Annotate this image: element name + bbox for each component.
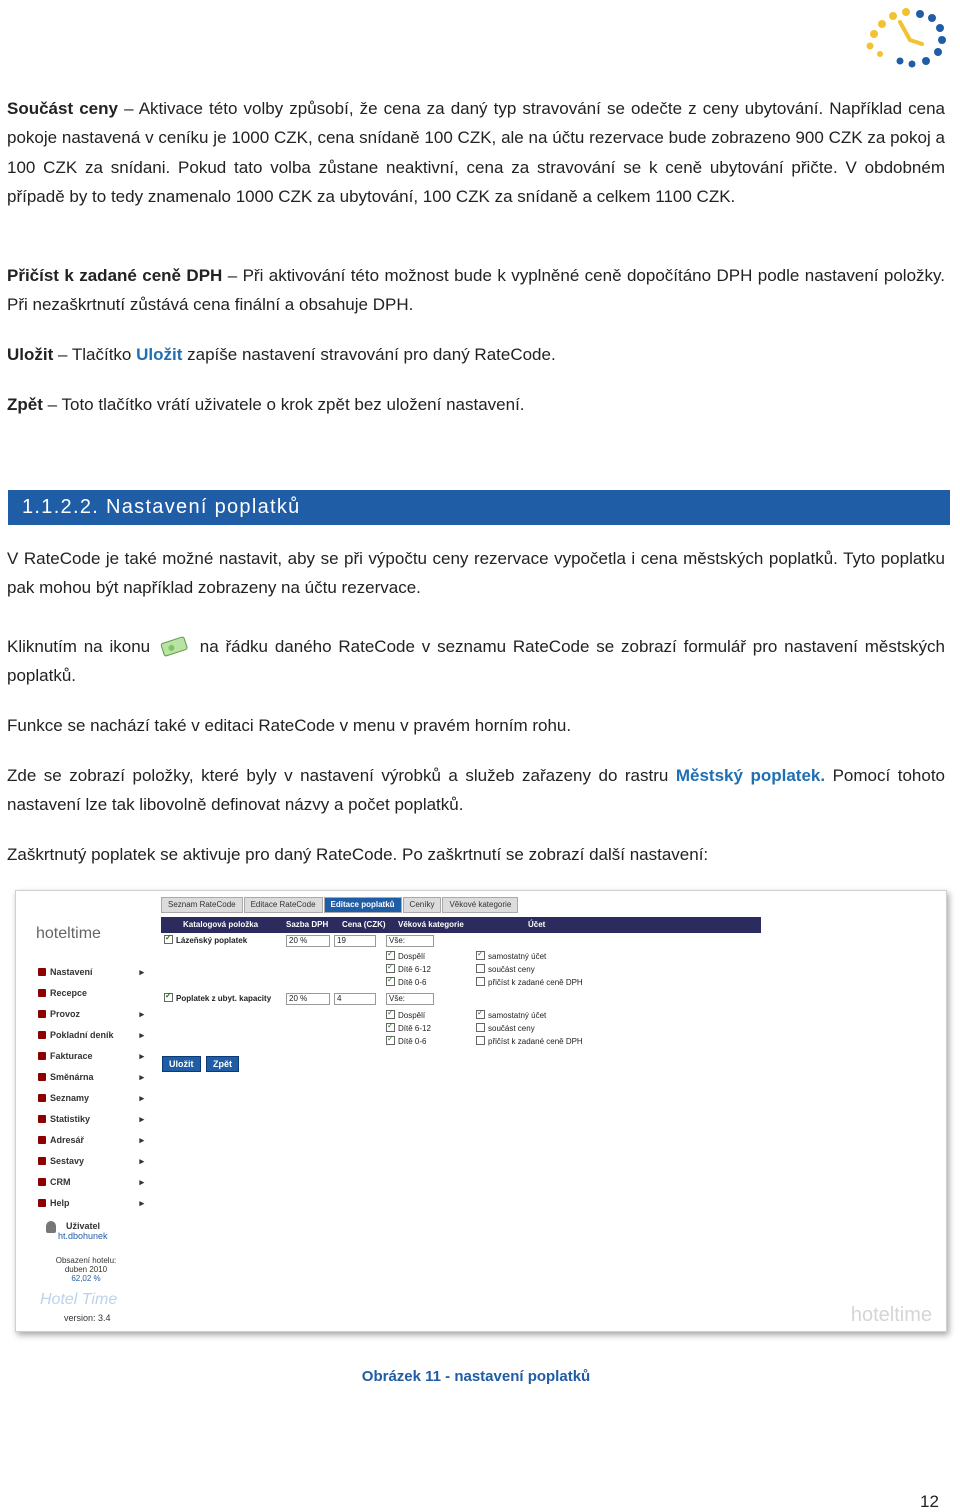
chevron-right-icon: ▸ [139, 1030, 144, 1040]
tab-vekove-kategorie[interactable]: Věkové kategorie [442, 897, 518, 913]
chevron-right-icon: ▸ [139, 967, 144, 977]
menu-label: Směnárna [50, 1072, 94, 1082]
chevron-right-icon: ▸ [139, 1135, 144, 1145]
paragraph-ulozit [7, 340, 945, 369]
age-checkbox[interactable] [386, 951, 395, 960]
text-pricist-dph: – Při aktivování této možnost bude k vyplněné ceně dopočítáno DPH podle nastavení položky. Při nezaškrtnutí zůstává cena finální a obsahuje DPH. [7, 266, 945, 315]
menu-item-nastaveni[interactable] [38, 965, 144, 979]
col-sazba-dph: Sazba DPH [286, 920, 329, 929]
text-kliknutim-1: Kliknutím na ikonu [7, 637, 157, 656]
text-ulozit-2: zapíše nastavení stravování pro daný RateCode. [182, 345, 556, 364]
chevron-right-icon: ▸ [139, 1156, 144, 1166]
tab-ceniky[interactable]: Ceníky [403, 897, 442, 913]
menu-item-adresar[interactable] [38, 1133, 144, 1147]
link-ulozit: Uložit [136, 345, 183, 364]
text-ulozit-1: – Tlačítko [53, 345, 137, 364]
fee-row-ubyt-kapacity[interactable] [164, 993, 271, 1005]
paragraph-zpet [7, 390, 945, 419]
chevron-right-icon: ▸ [139, 1072, 144, 1082]
text-zde-1: Zde se zobrazí položky, které byly v nastavení výrobků a služeb zařazeny do rastru [7, 766, 676, 785]
menu-icon [38, 1136, 46, 1144]
age-label: Dítě 6-12 [398, 1024, 431, 1033]
option-soucast-ceny[interactable] [476, 1023, 535, 1035]
occupancy-value: 62,02 % [71, 1274, 101, 1283]
menu-item-recepce[interactable] [38, 986, 144, 1000]
age-checkbox[interactable] [386, 977, 395, 986]
option-pricist-dph[interactable] [476, 977, 583, 989]
fee-checkbox[interactable] [164, 935, 173, 944]
user-name[interactable]: ht.dbohunek [58, 1231, 108, 1241]
sidebar [16, 891, 156, 1331]
chevron-right-icon: ▸ [139, 1198, 144, 1208]
col-ucet: Účet [528, 920, 546, 929]
menu-icon [38, 1178, 46, 1186]
menu-item-seznamy[interactable] [38, 1091, 144, 1105]
menu-label: Recepce [50, 988, 88, 998]
age-label: Dítě 6-12 [398, 965, 431, 974]
page-number: 12 [920, 1492, 939, 1511]
term-pricist-dph: Přičíst k zadané ceně DPH [7, 266, 223, 285]
menu-item-provoz[interactable] [38, 1007, 144, 1021]
user-icon [46, 1221, 56, 1233]
option-label: součást ceny [488, 965, 535, 974]
version-label: version: 3.4 [64, 1313, 111, 1323]
chevron-right-icon: ▸ [139, 1093, 144, 1103]
col-katalogova-polozka: Katalogová položka [183, 920, 259, 929]
age-label: Dítě 0-6 [398, 978, 427, 987]
tab-editace-ratecode[interactable]: Editace RateCode [244, 897, 323, 913]
menu-label: Provoz [50, 1009, 81, 1019]
age-child-0-6-row[interactable] [386, 977, 426, 989]
figure-caption: Obrázek 11 - nastavení poplatků [361, 1368, 591, 1385]
age-select[interactable]: Vše: [386, 993, 434, 1005]
option-samostatny-ucet[interactable] [476, 1010, 546, 1022]
age-label: Dospělí [398, 1011, 426, 1020]
menu-item-fakturace[interactable] [38, 1049, 144, 1063]
price-input[interactable]: 4 [334, 993, 376, 1005]
chevron-right-icon: ▸ [139, 1114, 144, 1124]
option-checkbox[interactable] [476, 951, 485, 960]
tab-editace-poplatku[interactable]: Editace poplatků [324, 897, 402, 913]
col-vekova-kategorie: Věková kategorie [398, 920, 464, 929]
menu-item-smenarna[interactable] [38, 1070, 144, 1084]
menu-label: Pokladní deník [50, 1030, 114, 1040]
menu-label: Fakturace [50, 1051, 93, 1061]
menu-label: Sestavy [50, 1156, 85, 1166]
age-checkbox[interactable] [386, 964, 395, 973]
option-samostatny-ucet[interactable] [476, 951, 546, 963]
hoteltime-logo: Hotel Time [40, 1291, 118, 1308]
paragraph-zaskrtnuty: Zaškrtnutý poplatek se aktivuje pro daný RateCode. Po zaškrtnutí se zobrazí další nastavení: [7, 845, 709, 864]
menu-icon [38, 1199, 46, 1207]
menu-icon [38, 1157, 46, 1165]
menu-item-pokladni-denik[interactable] [38, 1028, 144, 1042]
option-checkbox[interactable] [476, 1023, 485, 1032]
option-checkbox[interactable] [476, 964, 485, 973]
term-zpet: Zpět [7, 395, 43, 414]
menu-icon [38, 968, 46, 976]
paragraph-zde [7, 761, 945, 820]
menu-label: CRM [50, 1177, 71, 1187]
tab-bar [161, 897, 519, 911]
chevron-right-icon: ▸ [139, 1009, 144, 1019]
menu-icon [38, 1115, 46, 1123]
text-kliknutim-2: na řádku daného RateCode v seznamu RateCode se zobrazí formulář pro nastavení městských poplatků. [7, 637, 945, 686]
menu-icon [38, 1010, 46, 1018]
menu-item-statistiky[interactable] [38, 1112, 144, 1126]
brand-logo: hoteltime [36, 925, 101, 942]
menu-icon [38, 1094, 46, 1102]
watermark: hoteltime [850, 1304, 932, 1326]
age-select[interactable]: Vše: [386, 935, 434, 947]
option-soucast-ceny[interactable] [476, 964, 535, 976]
chevron-right-icon: ▸ [139, 1177, 144, 1187]
fee-name: Poplatek z ubyt. kapacity [176, 994, 272, 1003]
col-cena: Cena (CZK) [342, 920, 386, 929]
paragraph-ratecode-intro: V RateCode je také možné nastavit, aby se při výpočtu ceny rezervace vypočetla i cena městských poplatků. Tyto poplatku pak mohou být například zobrazeny na účtu rezervace. [7, 549, 945, 598]
age-checkbox[interactable] [386, 1036, 395, 1045]
save-button[interactable]: Uložit [162, 1056, 201, 1072]
menu-item-help[interactable] [38, 1196, 144, 1210]
text-zde-2: Pomocí tohoto nastavení lze tak libovolně definovat názvy a počet poplatků. [7, 766, 945, 815]
menu-icon [38, 1031, 46, 1039]
paragraph-pricist-dph [7, 261, 945, 320]
app-screenshot [15, 890, 947, 1332]
menu-item-crm[interactable] [38, 1175, 144, 1189]
hoteltime-clock-logo [860, 6, 950, 68]
chevron-right-icon: ▸ [139, 1051, 144, 1061]
fee-row-lazensky[interactable] [164, 935, 247, 947]
option-checkbox[interactable] [476, 977, 485, 986]
menu-item-sestavy[interactable] [38, 1154, 144, 1168]
menu-icon [38, 1052, 46, 1060]
age-label: Dítě 0-6 [398, 1037, 427, 1046]
option-label: samostatný účet [488, 1011, 547, 1020]
term-soucast-ceny: Součást ceny [7, 99, 118, 118]
fee-name: Lázeňský poplatek [176, 936, 248, 945]
occupancy-month: duben 2010 [64, 1265, 108, 1274]
fee-checkbox[interactable] [164, 993, 173, 1002]
price-input[interactable]: 19 [334, 935, 376, 947]
menu-icon [38, 1073, 46, 1081]
section-heading: 1.1.2.2. Nastavení poplatků [8, 490, 950, 525]
text-soucast-ceny: – Aktivace této volby způsobí, že cena za daný typ stravování se odečte z ceny ubytování. Například cena pokoje nastavená v ceníku je 1000 CZK, cena snídaně 100 CZK, ale na účtu rezervace bude zobrazeno 900 CZK za pokoj a 100 CZK za snídani. Pokud tato volba zůstane neaktivní, cena za stravování se k ceně ubytování přičte. V obdobném případě by to tedy znamenalo 1000 CZK za ubytování, 100 CZK za snídaně a celkem 1100 CZK. [7, 99, 946, 206]
menu-label: Adresář [50, 1135, 85, 1145]
tab-seznam-ratecode[interactable]: Seznam RateCode [161, 897, 243, 913]
age-child-0-6-row[interactable] [386, 1036, 426, 1048]
menu-label: Nastavení [50, 967, 93, 977]
vat-select[interactable]: 20 % [286, 935, 330, 947]
vat-select[interactable]: 20 % [286, 993, 330, 1005]
user-label: Uživatel [66, 1221, 101, 1231]
age-checkbox[interactable] [386, 1010, 395, 1019]
grid-header [161, 917, 761, 933]
term-ulozit: Uložit [7, 345, 54, 364]
paragraph-soucast-ceny [7, 94, 945, 211]
menu-label: Seznamy [50, 1093, 90, 1103]
menu-label: Help [50, 1198, 70, 1208]
option-checkbox[interactable] [476, 1036, 485, 1045]
paragraph-kliknutim [7, 632, 945, 691]
option-label: přičíst k zadané ceně DPH [488, 1037, 583, 1046]
option-checkbox[interactable] [476, 1010, 485, 1019]
link-mestsky-poplatek: Městský poplatek. [675, 766, 826, 785]
age-checkbox[interactable] [386, 1023, 395, 1032]
text-zpet: – Toto tlačítko vrátí uživatele o krok zpět bez uložení nastavení. [42, 395, 525, 414]
back-button[interactable]: Zpět [206, 1056, 239, 1072]
occupancy-box [46, 1256, 126, 1283]
paragraph-funkce: Funkce se nachází také v editaci RateCode v menu v pravém horním rohu. [7, 716, 572, 735]
option-label: součást ceny [488, 1024, 535, 1033]
menu-icon [38, 989, 46, 997]
option-pricist-dph[interactable] [476, 1036, 583, 1048]
age-label: Dospělí [398, 952, 426, 961]
option-label: přičíst k zadané ceně DPH [488, 978, 583, 987]
menu-label: Statistiky [50, 1114, 91, 1124]
option-label: samostatný účet [488, 952, 547, 961]
occupancy-label: Obsazení hotelu: [55, 1256, 117, 1265]
fee-ticket-icon [159, 634, 191, 660]
